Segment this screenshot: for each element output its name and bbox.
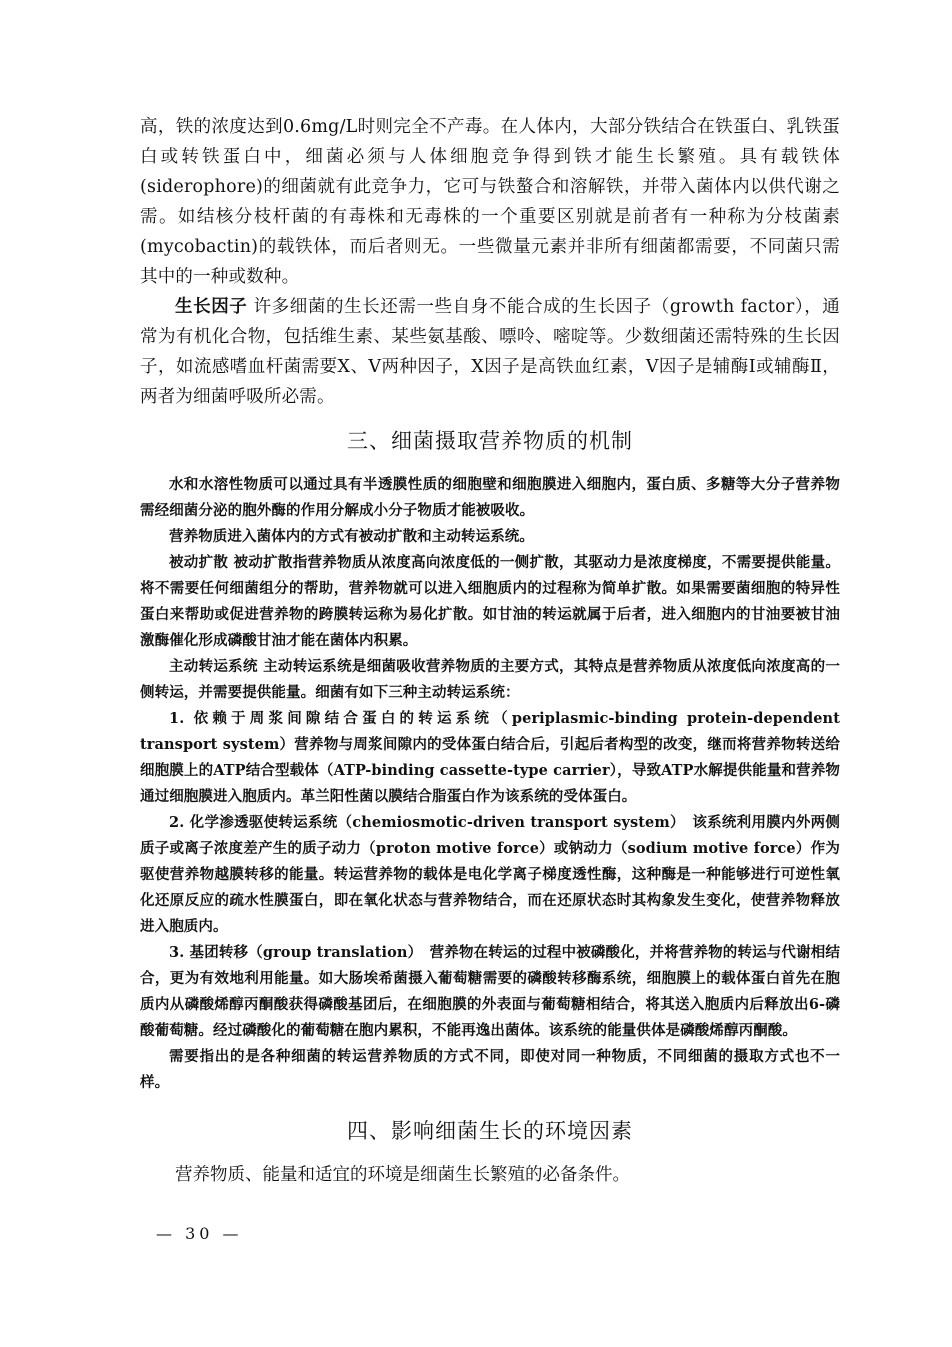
passive-lead: 被动扩散	[169, 554, 229, 571]
paragraph-iron: 高，铁的浓度达到0.6mg/L时则完全不产毒。在人体内，大部分铁结合在铁蛋白、乳铁蛋白或转铁蛋白中，细菌必须与人体细胞竞争得到铁才能生长繁殖。具有载铁体(siderophore)的细菌就有此竞争力，它可与铁螯合和溶解铁，并带入菌体内以供代谢之需。如结核分枝杆菌的有毒株和无毒株的一个重要区别就是前者有一种称为分枝菌素(mycobactin)的载铁体，而后者则无。一些微量元素并非所有细菌都需要，不同菌只需其中的一种或数种。	[140, 117, 840, 287]
page-body	[140, 112, 840, 1190]
paragraph-passive	[140, 550, 840, 654]
active-text: 主动转运系统是细菌吸收营养物质的主要方式，其特点是营养物质从浓度低向浓度高的一侧转运，并需要提供能量。细菌有如下三种主动转运系统：	[140, 658, 840, 701]
active-lead: 主动转运系统	[169, 658, 258, 675]
paragraph-growth-factor	[140, 292, 840, 412]
section4-heading: 四、影响细菌生长的环境因素	[347, 1119, 633, 1143]
list-item-3: 3. 基团转移（group translation） 营养物在转运的过程中被磷酸化，并将营养物的转运与代谢相结合，更为有效地利用能量。如大肠埃希菌摄入葡萄糖需要的磷酸转移酶系统，细胞膜上的载体蛋白首先在胞质内从磷酸烯醇丙酮酸获得磷酸基团后，在细胞膜的外表面与葡萄糖相结合，将其送入胞质内后释放出6-磷酸葡萄糖。经过磷酸化的葡萄糖在胞内累积，不能再逸出菌体。该系统的能量供体是磷酸烯醇丙酮酸。	[140, 944, 840, 1039]
list-item-1: 1. 依赖于周浆间隙结合蛋白的转运系统（periplasmic-binding protein-dependent transport system）营养物与周浆间隙内的受体蛋白结合后，引起后者构型的改变，继而将营养物转送给细胞膜上的ATP结合型载体（ATP-binding cassette-type carrier），导致ATP水解提供能量和营养物通过细胞膜进入胞质内。革兰阳性菌以膜结合脂蛋白作为该系统的受体蛋白。	[140, 710, 841, 805]
passive-text: 被动扩散指营养物质从浓度高向浓度低的一侧扩散，其驱动力是浓度梯度，不需要提供能量。将不需要任何细菌组分的帮助，营养物就可以进入细胞质内的过程称为简单扩散。如果需要菌细胞的特异性蛋白来帮助或促进营养物的跨膜转运称为易化扩散。如甘油的转运就属于后者，进入细胞内的甘油要被甘油激酶催化形成磷酸甘油才能在菌体内积累。	[140, 554, 840, 649]
section3-heading: 三、细菌摄取营养物质的机制	[347, 429, 633, 453]
list-item-2: 2. 化学渗透驱使转运系统（chemiosmotic-driven transport system） 该系统利用膜内外两侧质子或离子浓度差产生的质子动力（proton motive force）或钠动力（sodium motive force）作为驱使营养物越膜转移的能量。转运营养物的载体是电化学离子梯度透性酶，这种酶是一种能够进行可逆性氧化还原反应的疏水性膜蛋白，即在氧化状态与营养物结合，而在还原状态时其构象发生变化，使营养物释放进入胞质内。	[140, 814, 840, 935]
paragraph-active	[140, 654, 840, 706]
paragraph-env: 营养物质、能量和适宜的环境是细菌生长繁殖的必备条件。	[175, 1165, 630, 1185]
page-number: — 30 —	[156, 1224, 243, 1243]
paragraph-ways: 营养物质进入菌体内的方式有被动扩散和主动转运系统。	[169, 528, 534, 545]
paragraph-intro: 水和水溶性物质可以通过具有半透膜性质的细胞壁和细胞膜进入细胞内，蛋白质、多糖等大分子营养物需经细菌分泌的胞外酶的作用分解成小分子物质才能被吸收。	[140, 476, 840, 519]
growth-factor-lead: 生长因子	[175, 297, 248, 317]
paragraph-note: 需要指出的是各种细菌的转运营养物质的方式不同，即使对同一种物质，不同细菌的摄取方式也不一样。	[140, 1048, 840, 1091]
growth-factor-text: 许多细菌的生长还需一些自身不能合成的生长因子（growth factor），通常为有机化合物，包括维生素、某些氨基酸、嘌呤、嘧啶等。少数细菌还需特殊的生长因子，如流感嗜血杆菌需要X、V两种因子，X因子是高铁血红素，V因子是辅酶Ⅰ或辅酶Ⅱ，两者为细菌呼吸所必需。	[140, 297, 840, 407]
